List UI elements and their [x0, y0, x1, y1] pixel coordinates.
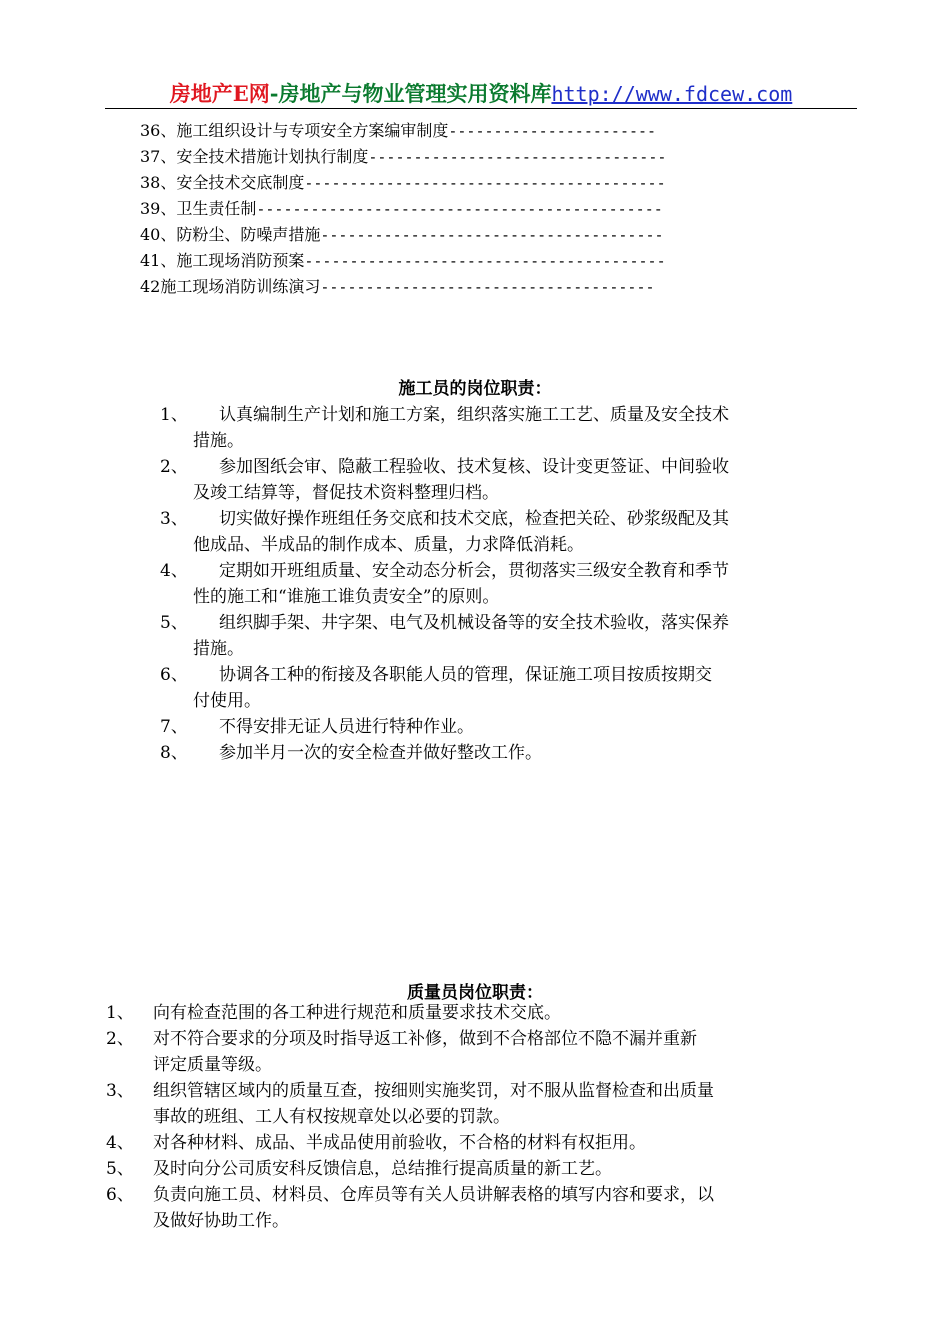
list-item	[160, 740, 860, 766]
list-item-number: 1、	[160, 405, 188, 425]
list-item-text: 及时向分公司质安科反馈信息，总结推行提高质量的新工艺。	[153, 1159, 612, 1179]
toc-item	[140, 196, 860, 222]
list-item-text: 评定质量等级。	[153, 1055, 272, 1075]
list-item-text: 措施。	[193, 431, 244, 451]
header-separator: -	[269, 81, 279, 106]
toc-item-leader: ---------------------------------------------	[256, 200, 663, 218]
toc-item-text: 36、施工组织设计与专项安全方案编审制度	[140, 121, 449, 140]
list-item	[160, 662, 860, 714]
list-item	[160, 506, 860, 558]
list-item-number: 2、	[106, 1029, 134, 1049]
list-item-text: 措施。	[193, 639, 244, 659]
list-item-text: 他成品、半成品的制作成本、质量，力求降低消耗。	[193, 535, 584, 555]
toc-item-leader: ---------------------------------	[368, 148, 667, 166]
toc-item	[140, 118, 860, 144]
list-item	[106, 1156, 866, 1182]
list-item-number: 1、	[106, 1003, 134, 1023]
header-title: 房地产与物业管理实用资料库	[278, 81, 552, 106]
list-item-text: 性的施工和“谁施工谁负责安全”的原则。	[193, 587, 500, 607]
construction-duties-list	[160, 402, 860, 766]
list-item-number: 6、	[106, 1185, 134, 1205]
list-item-number: 3、	[106, 1081, 134, 1101]
list-item-text: 认真编制生产计划和施工方案，组织落实施工工艺、质量及安全技术	[219, 405, 729, 425]
list-item-text: 及做好协助工作。	[153, 1211, 289, 1231]
list-item-text: 定期如开班组质量、安全动态分析会，贯彻落实三级安全教育和季节	[219, 561, 729, 581]
toc-item	[140, 144, 860, 170]
toc-item-leader: -----------------------	[448, 122, 657, 140]
list-item-text: 协调各工种的衔接及各职能人员的管理，保证施工项目按质按期交	[219, 665, 712, 685]
list-item-text: 对不符合要求的分项及时指导返工补修，做到不合格部位不隐不漏并重新	[153, 1029, 697, 1049]
list-item	[106, 1130, 866, 1156]
list-item-number: 5、	[160, 613, 188, 633]
toc-item	[140, 274, 860, 300]
header-brand: 房地产E网	[169, 81, 270, 106]
list-item	[106, 1182, 866, 1234]
toc-item-leader: ----------------------------------------	[304, 252, 666, 270]
list-item-number: 6、	[160, 665, 188, 685]
list-item-number: 8、	[160, 743, 188, 763]
list-item	[160, 454, 860, 506]
list-item-text: 及竣工结算等，督促技术资料整理归档。	[193, 483, 499, 503]
list-item	[160, 610, 860, 662]
list-item-number: 7、	[160, 717, 188, 737]
list-item	[106, 1000, 866, 1026]
list-item-number: 2、	[160, 457, 188, 477]
list-item-text: 事故的班组、工人有权按规章处以必要的罚款。	[153, 1107, 510, 1127]
page-header	[105, 78, 857, 109]
toc-item-text: 38、安全技术交底制度	[140, 173, 305, 192]
list-item-text: 负责向施工员、材料员、仓库员等有关人员讲解表格的填写内容和要求，以	[153, 1185, 714, 1205]
list-item-text: 参加半月一次的安全检查并做好整改工作。	[219, 743, 542, 763]
list-item	[106, 1026, 866, 1078]
toc-item-text: 42施工现场消防训练演习	[140, 277, 321, 296]
quality-duties-list	[106, 1000, 866, 1234]
list-item	[160, 402, 860, 454]
list-item-text: 向有检查范围的各工种进行规范和质量要求技术交底。	[153, 1003, 561, 1023]
toc-item	[140, 170, 860, 196]
list-item	[160, 714, 860, 740]
list-item-number: 5、	[106, 1159, 134, 1179]
toc-item-text: 40、防粉尘、防噪声措施	[140, 225, 321, 244]
toc-list	[140, 118, 860, 300]
list-item-number: 4、	[160, 561, 188, 581]
toc-item-text: 41、施工现场消防预案	[140, 251, 305, 270]
toc-item	[140, 222, 860, 248]
list-item-text: 付使用。	[193, 691, 261, 711]
toc-item-leader: ----------------------------------------	[304, 174, 666, 192]
list-item	[160, 558, 860, 610]
list-item-text: 切实做好操作班组任务交底和技术交底，检查把关砼、砂浆级配及其	[219, 509, 729, 529]
toc-item-leader: --------------------------------------	[320, 226, 664, 244]
toc-item-leader: -------------------------------------	[320, 278, 655, 296]
list-item-number: 4、	[106, 1133, 134, 1153]
list-item-text: 参加图纸会审、隐蔽工程验收、技术复核、设计变更签证、中间验收	[219, 457, 729, 477]
toc-item-text: 39、卫生责任制	[140, 199, 257, 218]
list-item-text: 对各种材料、成品、半成品使用前验收，不合格的材料有权拒用。	[153, 1133, 646, 1153]
toc-item-text: 37、安全技术措施计划执行制度	[140, 147, 369, 166]
list-item	[106, 1078, 866, 1130]
list-item-text: 组织脚手架、井字架、电气及机械设备等的安全技术验收，落实保养	[219, 613, 729, 633]
header-url-link[interactable]: http://www.fdcew.com	[551, 82, 793, 106]
list-item-number: 3、	[160, 509, 188, 529]
section-title-quality-staff: 质量员岗位职责：	[407, 983, 543, 1003]
toc-item	[140, 248, 860, 274]
list-item-text: 不得安排无证人员进行特种作业。	[219, 717, 474, 737]
list-item-text: 组织管辖区域内的质量互查，按细则实施奖罚，对不服从监督检查和出质量	[153, 1081, 714, 1101]
section-title-construction-staff: 施工员的岗位职责：	[398, 379, 552, 399]
